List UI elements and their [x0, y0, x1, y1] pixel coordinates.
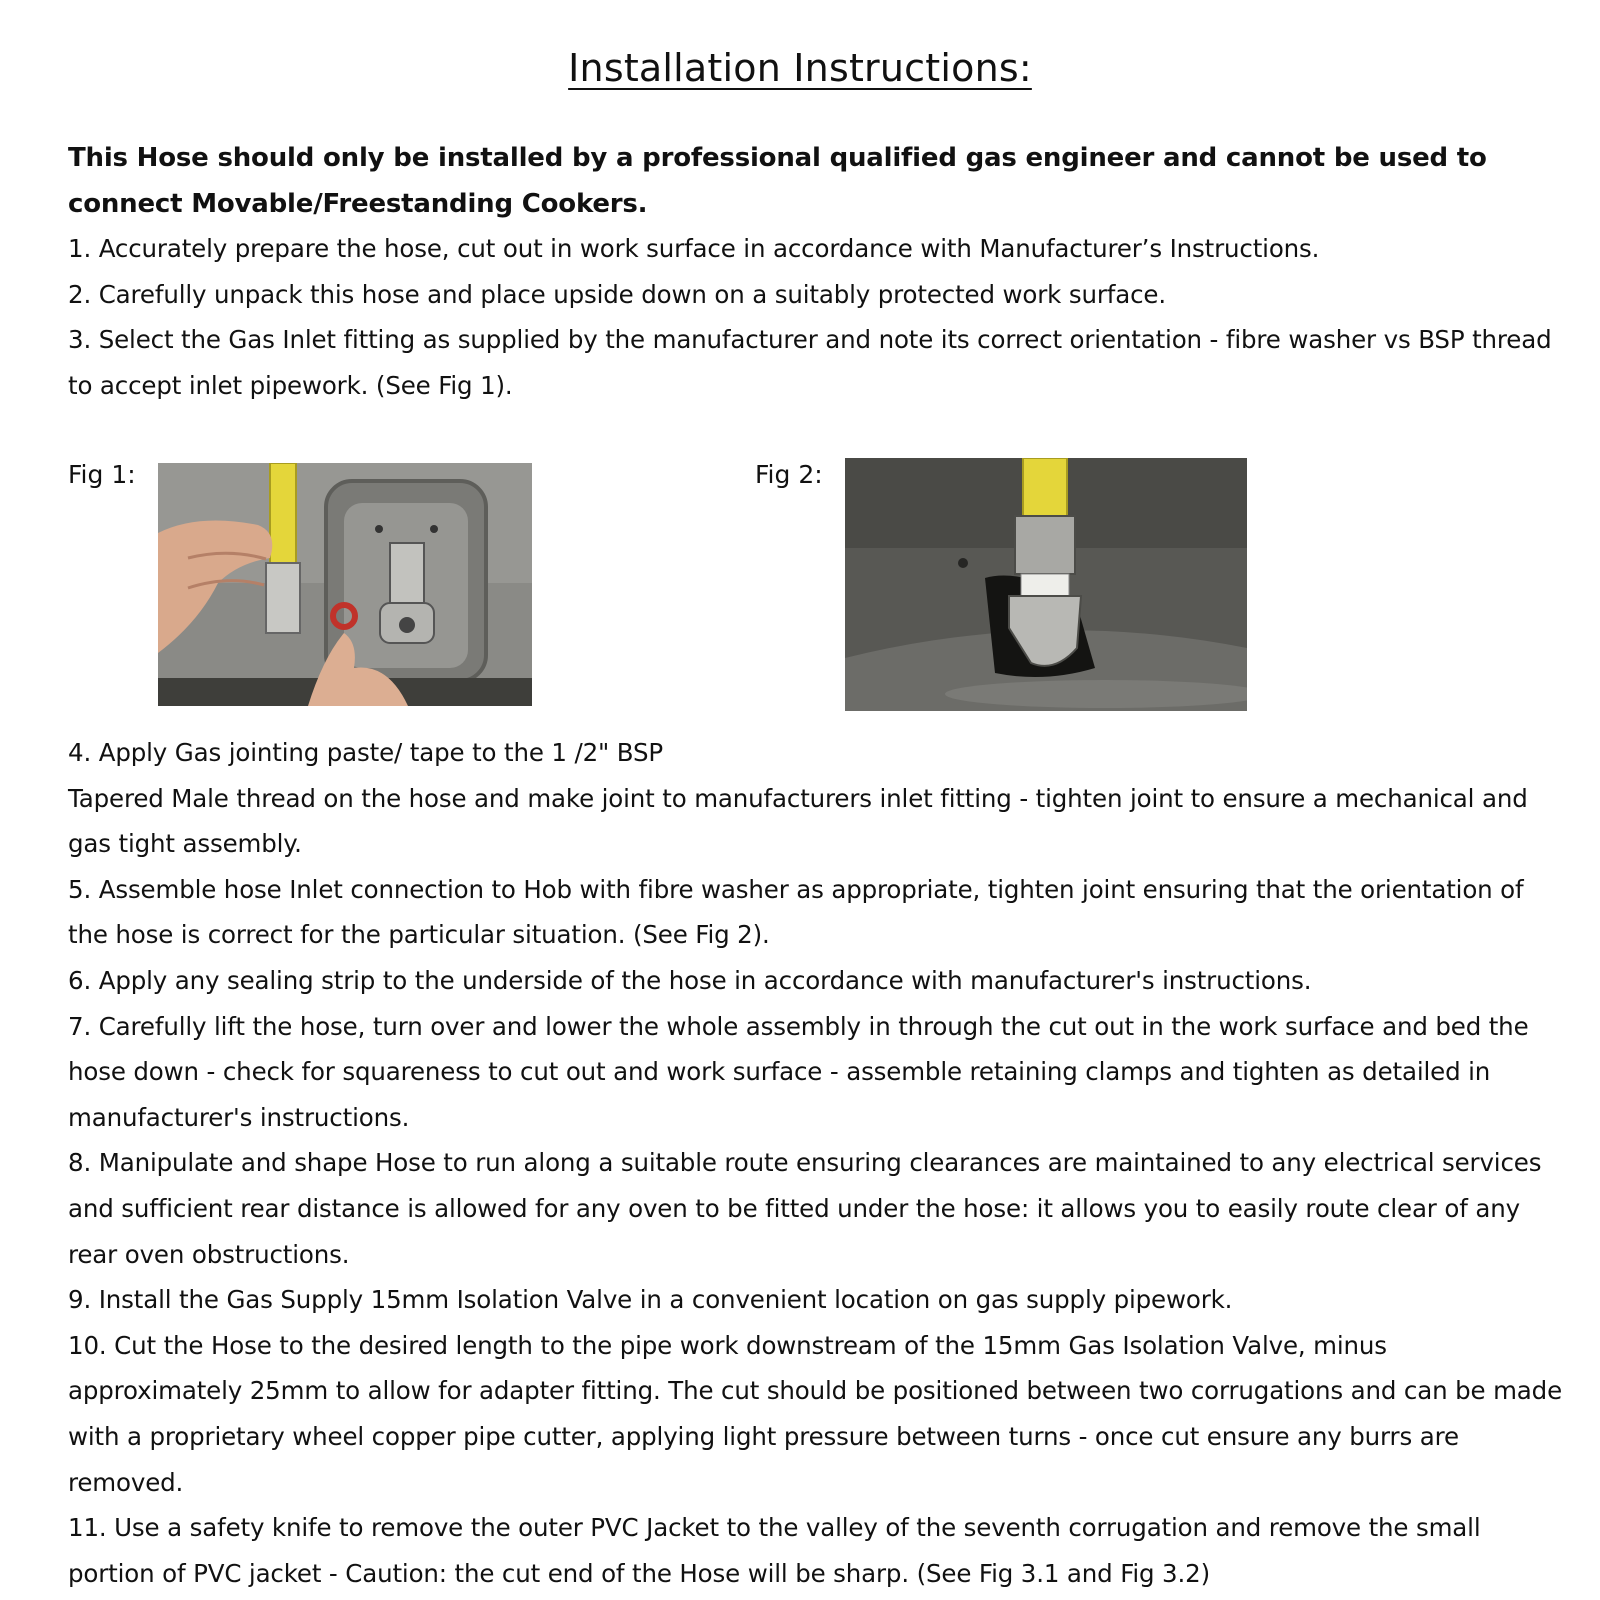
step-10: 10. Cut the Hose to the desired length to the pipe work downstream of the 15mm Gas Isolation Valve, minus approximately 25mm to allow for adapter fitting. The cut should be positioned between two corrugations and can be made with a proprietary wheel copper pipe cutter, applying light pressure between turns - once cut ensure any burrs are removed.	[68, 1330, 1562, 1497]
safety-warning: This Hose should only be installed by a professional qualified gas engineer and cannot be used to connect Movable/Freestanding Cookers.	[68, 143, 1487, 219]
step-8: 8. Manipulate and shape Hose to run along a suitable route ensuring clearances are maintained to any electrical services and sufficient rear distance is allowed for any oven to be fitted under the hose: it allows you to easily route clear of any rear oven obstructions.	[68, 1148, 1542, 1269]
step-4-continued: Tapered Male thread on the hose and make joint to manufacturers inlet fitting - tighten joint to ensure a mechanical and gas tight assembly.	[68, 783, 1528, 859]
step-6: 6. Apply any sealing strip to the underside of the hose in accordance with manufacturer's instructions.	[68, 965, 1312, 995]
step-7: 7. Carefully lift the hose, turn over and lower the whole assembly in through the cut out in the work surface and bed the hose down - check for squareness to cut out and work surface - assemble retaining clamps and tighten as detailed in manufacturer's instructions.	[68, 1011, 1529, 1132]
steps-list-bottom	[68, 730, 1568, 1596]
step-9: 9. Install the Gas Supply 15mm Isolation Valve in a convenient location on gas supply pipework.	[68, 1285, 1233, 1315]
page-title	[0, 46, 1600, 90]
fig-1-photo	[158, 463, 532, 706]
step-1: 1. Accurately prepare the hose, cut out in work surface in accordance with Manufacturer’s Instructions.	[68, 234, 1320, 263]
step-5: 5. Assemble hose Inlet connection to Hob with fibre washer as appropriate, tighten joint ensuring that the orientation of the hose is correct for the particular situation. (See Fig 2).	[68, 874, 1524, 950]
step-2: 2. Carefully unpack this hose and place upside down on a suitably protected work surface.	[68, 279, 1166, 309]
page-title-text: Installation Instructions:	[568, 46, 1032, 90]
fig-2-photo	[845, 458, 1247, 711]
step-4: 4. Apply Gas jointing paste/ tape to the 1 /2" BSP	[68, 738, 664, 767]
step-11: 11. Use a safety knife to remove the outer PVC Jacket to the valley of the seventh corrugation and remove the small portion of PVC jacket - Caution: the cut end of the Hose will be sharp. (See Fig 3.1 and Fig 3.2)	[68, 1513, 1481, 1588]
fig-1-label: Fig 1:	[68, 460, 136, 489]
fig-2-label: Fig 2:	[755, 460, 823, 489]
steps-list-top	[68, 226, 1568, 408]
step-3: 3. Select the Gas Inlet fitting as supplied by the manufacturer and note its correct orientation - fibre washer vs BSP thread to accept inlet pipework. (See Fig 1).	[68, 325, 1552, 400]
